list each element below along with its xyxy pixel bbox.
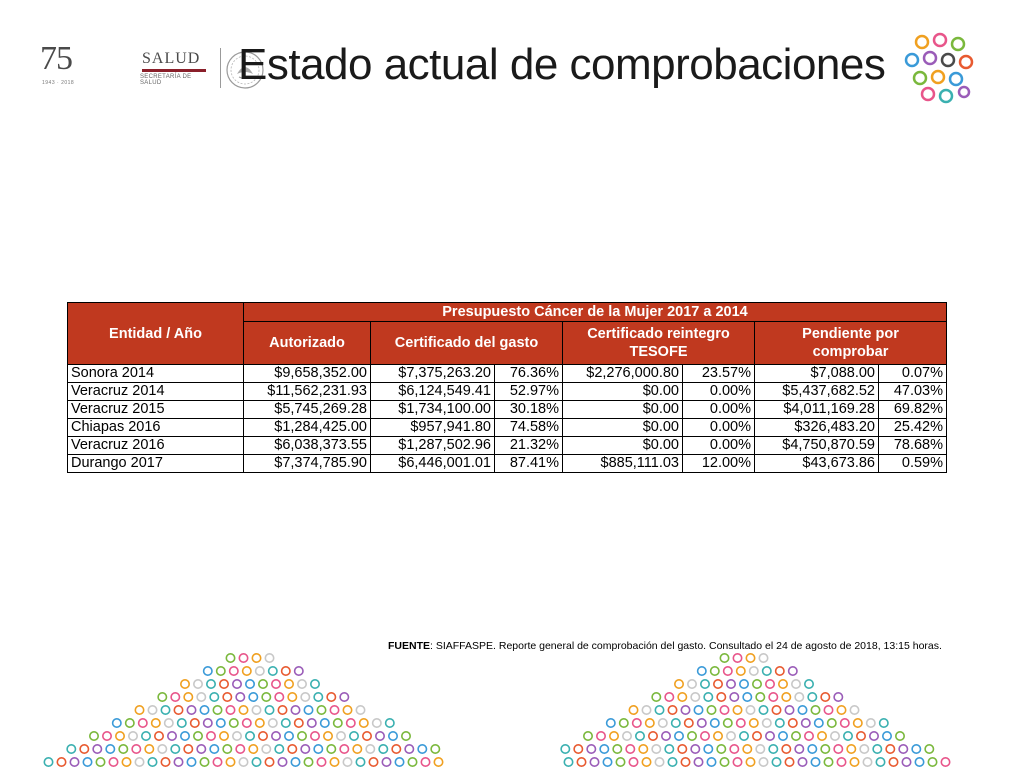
table-row <box>68 365 947 383</box>
cell-reintegro: $0.00 <box>563 437 683 455</box>
cell-autorizado: $11,562,231.93 <box>244 383 371 401</box>
cell-pendiente: $5,437,682.52 <box>755 383 879 401</box>
cell-autorizado: $5,745,269.28 <box>244 401 371 419</box>
cell-reintegro-pct: 0.00% <box>683 401 755 419</box>
cell-reintegro-pct: 0.00% <box>683 437 755 455</box>
table-row <box>68 437 947 455</box>
cell-entidad: Veracruz 2014 <box>68 383 244 401</box>
anniversary-years: 1943 · 2018 <box>42 80 75 86</box>
table-row <box>68 419 947 437</box>
cell-pendiente-pct: 0.07% <box>879 365 947 383</box>
header-reintegro-line1: Certificado reintegro <box>587 326 730 342</box>
rings-logo-icon <box>900 30 980 108</box>
cell-pendiente-pct: 25.42% <box>879 419 947 437</box>
source-label: FUENTE <box>388 640 430 652</box>
anniversary-logo <box>40 42 80 94</box>
salud-bar <box>142 69 206 72</box>
cell-autorizado: $6,038,373.55 <box>244 437 371 455</box>
header-certificado-reintegro <box>563 322 755 365</box>
header-pendiente-line2: comprobar <box>812 344 889 360</box>
cell-cert-gasto-pct: 76.36% <box>495 365 563 383</box>
cell-entidad: Chiapas 2016 <box>68 419 244 437</box>
cell-cert-gasto-pct: 74.58% <box>495 419 563 437</box>
cell-cert-gasto-pct: 21.32% <box>495 437 563 455</box>
cell-pendiente: $43,673.86 <box>755 455 879 473</box>
cell-pendiente-pct: 47.03% <box>879 383 947 401</box>
cell-reintegro-pct: 0.00% <box>683 383 755 401</box>
logo-divider <box>220 48 221 88</box>
cell-cert-gasto-pct: 30.18% <box>495 401 563 419</box>
cell-cert-gasto: $1,734,100.00 <box>371 401 495 419</box>
cell-autorizado: $7,374,785.90 <box>244 455 371 473</box>
table-row <box>68 401 947 419</box>
cell-pendiente: $326,483.20 <box>755 419 879 437</box>
header-certificado-gasto: Certificado del gasto <box>371 322 563 365</box>
cell-pendiente-pct: 0.59% <box>879 455 947 473</box>
entity-header: Entidad / Año <box>68 303 244 365</box>
salud-name: SALUD <box>142 50 201 67</box>
header-pendiente <box>755 322 947 365</box>
cell-autorizado: $1,284,425.00 <box>244 419 371 437</box>
cell-reintegro: $0.00 <box>563 419 683 437</box>
table-row <box>68 455 947 473</box>
header-autorizado: Autorizado <box>244 322 371 365</box>
cell-reintegro: $0.00 <box>563 383 683 401</box>
cell-cert-gasto-pct: 87.41% <box>495 455 563 473</box>
cell-reintegro: $885,111.03 <box>563 455 683 473</box>
cell-reintegro-pct: 23.57% <box>683 365 755 383</box>
header-reintegro-line2: TESOFE <box>629 344 688 360</box>
salud-logo <box>92 50 202 86</box>
salud-sub: SECRETARÍA DE SALUD <box>140 74 192 86</box>
rings-pattern-icon <box>30 648 450 768</box>
rings-pattern-icon <box>560 648 980 768</box>
cell-entidad: Durango 2017 <box>68 455 244 473</box>
cell-entidad: Sonora 2014 <box>68 365 244 383</box>
cell-reintegro: $0.00 <box>563 401 683 419</box>
cell-pendiente: $4,011,169.28 <box>755 401 879 419</box>
header-logos <box>40 42 230 94</box>
cell-cert-gasto-pct: 52.97% <box>495 383 563 401</box>
cell-pendiente-pct: 78.68% <box>879 437 947 455</box>
budget-table <box>67 302 947 473</box>
page-title: Estado actual de comprobaciones <box>238 40 886 89</box>
cell-cert-gasto: $7,375,263.20 <box>371 365 495 383</box>
anniversary-number: 75 <box>40 40 72 77</box>
cell-cert-gasto: $6,446,001.01 <box>371 455 495 473</box>
header-pendiente-line1: Pendiente por <box>802 326 899 342</box>
cell-reintegro-pct: 0.00% <box>683 419 755 437</box>
cell-entidad: Veracruz 2015 <box>68 401 244 419</box>
cell-pendiente: $7,088.00 <box>755 365 879 383</box>
table-row <box>68 383 947 401</box>
cell-reintegro: $2,276,000.80 <box>563 365 683 383</box>
cell-entidad: Veracruz 2016 <box>68 437 244 455</box>
cell-cert-gasto: $957,941.80 <box>371 419 495 437</box>
cell-reintegro-pct: 12.00% <box>683 455 755 473</box>
cell-pendiente-pct: 69.82% <box>879 401 947 419</box>
group-header: Presupuesto Cáncer de la Mujer 2017 a 2014 <box>244 303 947 322</box>
cell-cert-gasto: $6,124,549.41 <box>371 383 495 401</box>
cell-cert-gasto: $1,287,502.96 <box>371 437 495 455</box>
cell-autorizado: $9,658,352.00 <box>244 365 371 383</box>
source-text: : SIAFFASPE. Reporte general de comprobación del gasto. Consultado el 24 de agosto de 2018, 13:15 horas. <box>430 640 942 652</box>
cell-pendiente: $4,750,870.59 <box>755 437 879 455</box>
